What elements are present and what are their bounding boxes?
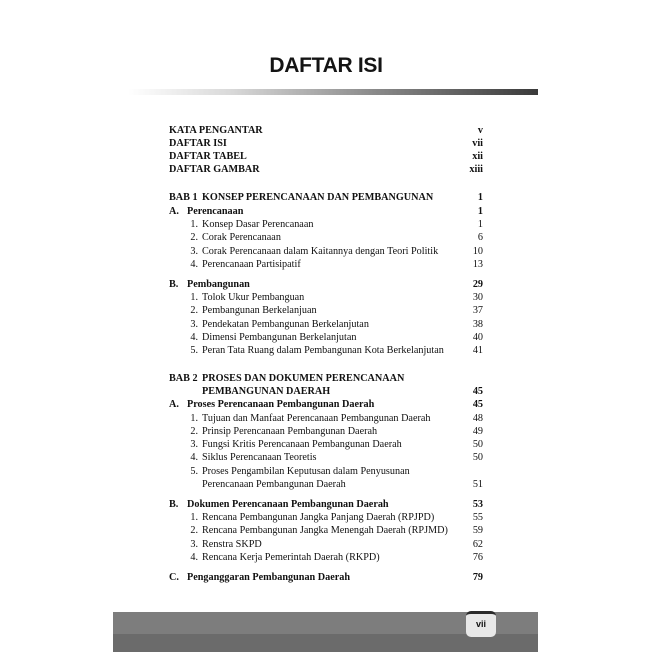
toc-entry: [169, 425, 483, 438]
toc-entry: [169, 150, 483, 163]
toc-entry-title: [169, 398, 374, 411]
toc-entry-page: 79: [472, 572, 483, 583]
title-underline-rule: [128, 89, 538, 95]
toc-entry-number: BAB 2: [169, 373, 198, 384]
toc-entry-number: BAB 1: [169, 192, 198, 203]
toc-entry-title: [181, 304, 317, 317]
toc-entry-page: 40: [472, 332, 483, 343]
toc-entry-text: Corak Perencanaan: [202, 232, 281, 243]
toc-entry-title: [181, 245, 438, 258]
toc-entry-text: Tujuan dan Manfaat Perencanaan Pembangunan Daerah: [202, 413, 431, 424]
toc-entry: [169, 511, 483, 524]
toc-entry-text: DAFTAR GAMBAR: [169, 164, 260, 175]
toc-entry-text: PROSES DAN DOKUMEN PERENCANAAN: [202, 373, 405, 384]
toc-entry-text: Penganggaran Pembangunan Daerah: [187, 572, 351, 583]
toc-entry-number: 2.: [190, 305, 198, 316]
toc-entry-text: Dokumen Perencanaan Pembangunan Daerah: [187, 499, 389, 510]
toc-entry-text: Perencanaan: [187, 206, 244, 217]
toc-entry-page: xii: [472, 151, 483, 162]
toc-entry-page: xiii: [469, 164, 483, 175]
toc-entry-title: [181, 331, 356, 344]
toc-entry-text: Fungsi Kritis Perencanaan Pembangunan Daerah: [202, 439, 402, 450]
toc-entry-number: 1.: [190, 413, 198, 424]
toc-entry-page: 59: [472, 525, 483, 536]
toc-entry-number: 1.: [190, 292, 198, 303]
toc-entry-number: 4.: [190, 259, 198, 270]
toc-entry-title: [169, 124, 263, 137]
toc-entry-title: [169, 571, 350, 584]
toc-entry-page: vii: [472, 138, 483, 149]
page-number-tab: vii: [466, 611, 496, 637]
toc-entry-title: [181, 344, 444, 357]
toc-entry-text: Dimensi Pembangunan Berkelanjutan: [202, 332, 357, 343]
toc-entry-number: 4.: [190, 452, 198, 463]
toc-entry-text: Tolok Ukur Pembanguan: [202, 292, 305, 303]
toc-entry-title: [169, 163, 260, 176]
toc-entry: [169, 191, 483, 204]
toc-entry-text: Perencanaan Pembangunan Daerah: [202, 479, 346, 490]
toc-entry-number: A.: [169, 399, 179, 410]
toc-entry: [169, 291, 483, 304]
toc-entry-text: Siklus Perencanaan Teoretis: [202, 452, 317, 463]
toc-entry-text: DAFTAR TABEL: [169, 151, 247, 162]
toc-entry-title: [169, 205, 243, 218]
toc-entry-text: Pendekatan Pembangunan Berkelanjutan: [202, 319, 369, 330]
toc-entry: [169, 218, 483, 231]
toc-entry: [169, 478, 483, 491]
toc-entry-page: 76: [472, 552, 483, 563]
toc-entry-title: [169, 372, 404, 385]
toc-entry-number: 4.: [190, 552, 198, 563]
toc-entry-title: [169, 137, 227, 150]
toc-entry-text: Peran Tata Ruang dalam Pembangunan Kota Berkelanjutan: [202, 345, 444, 356]
toc-entry-title: [202, 478, 346, 491]
toc-entry-title: [181, 438, 402, 451]
toc-entry-number: 2.: [190, 426, 198, 437]
toc-entry-text: KATA PENGANTAR: [169, 125, 263, 136]
toc-entry-title: [181, 425, 377, 438]
toc-entry-page: 1: [477, 219, 483, 230]
toc-entry-page: 29: [472, 279, 483, 290]
toc-entry: [169, 372, 483, 385]
toc-entry: [169, 245, 483, 258]
toc-entry-number: A.: [169, 206, 179, 217]
toc-entry-text: Pembangunan Berkelanjuan: [202, 305, 317, 316]
toc-entry-number: 5.: [190, 466, 198, 477]
toc-entry-text: Corak Perencanaan dalam Kaitannya dengan Teori Politik: [202, 246, 439, 257]
toc-entry-page: v: [477, 125, 483, 136]
toc-entry: [169, 304, 483, 317]
toc-entry-title: [181, 291, 304, 304]
toc-entry-number: C.: [169, 572, 179, 583]
toc-entry-title: [181, 318, 369, 331]
toc-entry-number: B.: [169, 499, 179, 510]
toc-entry-number: 3.: [190, 539, 198, 550]
toc-entry-page: 49: [472, 426, 483, 437]
toc-entry-text: DAFTAR ISI: [169, 138, 227, 149]
toc-entry: [169, 344, 483, 357]
toc-entry-number: 4.: [190, 332, 198, 343]
toc-entry: [169, 438, 483, 451]
toc-entry-page: 1: [477, 206, 483, 217]
toc-entry-page: 62: [472, 539, 483, 550]
toc-entry-title: [181, 218, 313, 231]
toc-entry-page: 6: [477, 232, 483, 243]
toc-entry-page: 53: [472, 499, 483, 510]
toc-entry-page: 51: [472, 479, 483, 490]
toc-entry-title: [181, 524, 448, 537]
toc-entry-title: [169, 278, 250, 291]
toc-entry-text: Pembangunan: [187, 279, 250, 290]
toc-entry: [169, 498, 483, 511]
toc-entry-text: Rencana Pembangunan Jangka Panjang Daerah (RPJPD): [202, 512, 435, 523]
toc-entry: [169, 538, 483, 551]
toc-entry: [169, 398, 483, 411]
toc-entry-number: 1.: [190, 219, 198, 230]
toc-entry: [169, 465, 483, 478]
toc-entry-text: PEMBANGUNAN DAERAH: [202, 386, 331, 397]
toc-entry-page: 13: [472, 259, 483, 270]
toc-entry-page: 30: [472, 292, 483, 303]
toc-entry-text: Konsep Dasar Perencanaan: [202, 219, 314, 230]
toc-entry-title: [181, 465, 410, 478]
toc-entry-page: 10: [472, 246, 483, 257]
toc-entry: [169, 318, 483, 331]
toc-entry-number: 2.: [190, 232, 198, 243]
toc-entry-title: [169, 150, 247, 163]
toc-entry-number: 3.: [190, 439, 198, 450]
toc-entry-text: Proses Perencanaan Pembangunan Daerah: [187, 399, 375, 410]
toc-entry-title: [169, 191, 433, 204]
toc-entry-page: 37: [472, 305, 483, 316]
toc-entry-page: 50: [472, 439, 483, 450]
toc-entry-page: 45: [472, 386, 483, 397]
toc-entry-page: 55: [472, 512, 483, 523]
toc-entry-title: [181, 258, 301, 271]
toc-entry: [169, 137, 483, 150]
toc-entry: [169, 451, 483, 464]
toc-entry-number: B.: [169, 279, 179, 290]
toc-entry-number: 5.: [190, 345, 198, 356]
toc-entry-text: KONSEP PERENCANAAN DAN PEMBANGUNAN: [202, 192, 434, 203]
toc-entry-title: [181, 231, 281, 244]
toc-entry: [169, 571, 483, 584]
toc-entry-text: Rencana Pembangunan Jangka Menengah Daerah (RPJMD): [202, 525, 448, 536]
toc-entry-title: [181, 538, 262, 551]
toc-entry-title: [202, 385, 330, 398]
toc-entry-title: [181, 551, 380, 564]
toc-entry-page: 45: [472, 399, 483, 410]
toc-entry-page: 1: [477, 192, 483, 203]
toc-entry-text: Prinsip Perencanaan Pembangunan Daerah: [202, 426, 378, 437]
toc-entry-text: Renstra SKPD: [202, 539, 262, 550]
page-title: DAFTAR ISI: [269, 54, 383, 77]
toc-entry-title: [181, 412, 430, 425]
toc-entry-title: [169, 498, 389, 511]
toc-entry: [169, 124, 483, 137]
toc-entry-page: 50: [472, 452, 483, 463]
toc-entry: [169, 258, 483, 271]
toc-entry-number: 1.: [190, 512, 198, 523]
toc-entry-number: 2.: [190, 525, 198, 536]
toc-entry-text: Proses Pengambilan Keputusan dalam Penyusunan: [202, 466, 410, 477]
toc-entry-number: 3.: [190, 246, 198, 257]
toc-entry: [169, 231, 483, 244]
toc-entry-page: 38: [472, 319, 483, 330]
toc-entry: [169, 278, 483, 291]
toc-entry-page: 41: [472, 345, 483, 356]
toc-entry-number: 3.: [190, 319, 198, 330]
toc-entry-text: Rencana Kerja Pemerintah Daerah (RKPD): [202, 552, 380, 563]
toc-entry: [169, 551, 483, 564]
toc-entry: [169, 524, 483, 537]
toc-entry: [169, 205, 483, 218]
toc-entry-title: [181, 451, 317, 464]
toc-entry: [169, 412, 483, 425]
toc-entry-page: 48: [472, 413, 483, 424]
toc-entry-title: [181, 511, 434, 524]
toc-entry: [169, 385, 483, 398]
toc-entry: [169, 163, 483, 176]
toc-entry-text: Perencanaan Partisipatif: [202, 259, 301, 270]
toc-entry: [169, 331, 483, 344]
